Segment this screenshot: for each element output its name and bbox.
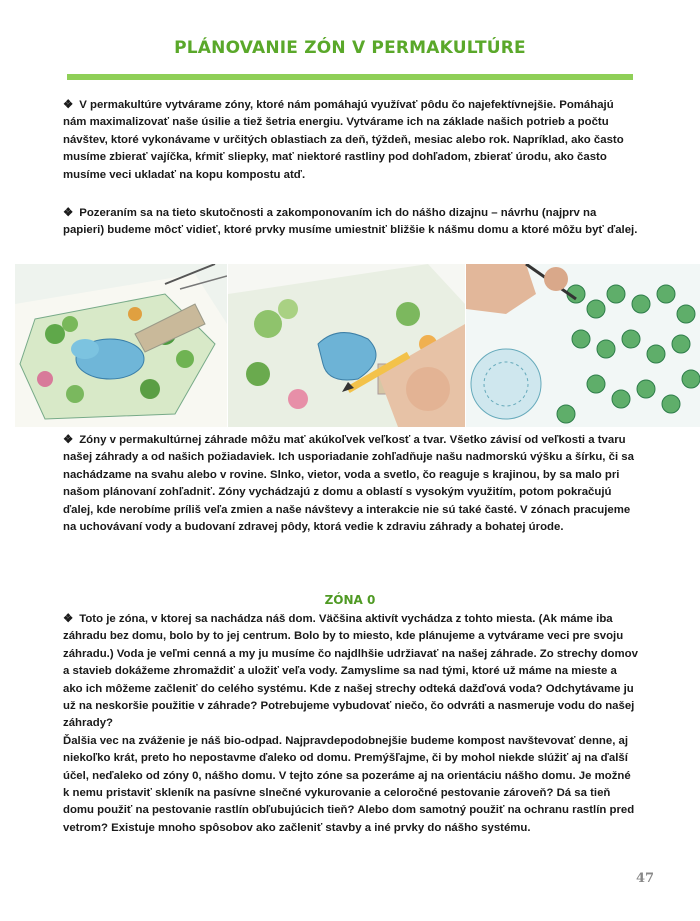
intro-paragraph <box>63 97 638 184</box>
zone-0-text-a: Toto je zóna, v ktorej sa nachádza náš dom. Väčšina aktivít vychádza z tohto miesta. (Ak máme iba záhradu bez domu, bolo by to jej centrum. Bolo by to miesto, kde plánujeme a vytvárame veci pre svoju záhradu.) Voda je veľmi cenná a my ju musíme čo najdlhšie udržiavať na našej záhrade. Zo strechy domov a stavieb dokážeme zhromaždiť a uložiť veľa vody. Zamyslime sa nad tými, ktoré už máme na mieste a ako ich môžeme začleniť do celého systému. Kde z našej strechy odteká dažďová voda? Odchytávame ju už na neskoršie použitie v záhrade? Potrebujeme vybudovať niečo, čo odvráti a nasmeruje vodu do našej záhrady? <box>63 613 638 730</box>
title-divider <box>67 74 633 80</box>
garden-plan-image-1 <box>15 264 227 427</box>
bullet-icon: ❖ <box>63 99 74 111</box>
bullet-icon: ❖ <box>63 434 74 446</box>
design-paragraph <box>63 205 638 240</box>
page-number: 47 <box>636 871 655 886</box>
page-title: PLÁNOVANIE ZÓN V PERMAKULTÚRE <box>174 38 526 58</box>
bullet-icon: ❖ <box>63 207 74 219</box>
intro-text: V permakultúre vytvárame zóny, ktoré nám pomáhajú využívať pôdu čo najefektívnejšie. Pomáhajú nám maximalizovať naše úsilie a tiež šetria energiu. Vytvárame ich na základe našich potrieb a počtu návštev, ktoré vykonávame v určitých oblastiach za deň, týždeň, mesiac alebo rok. Napríklad, ako často musíme zbierať vajíčka, kŕmiť sliepky, mať niektoré rastliny pod dohľadom, zbierať úrodu, ako často musíme veci ukladať na kopu kompostu atď. <box>63 99 624 181</box>
garden-plan-image-3 <box>466 264 700 427</box>
zones-text: Zóny v permakultúrnej záhrade môžu mať akúkoľvek veľkosť a tvar. Všetko závisí od veľkosti a tvaru našej záhrady a od našich požiadaviek. Ich usporiadanie zohľadňuje našu nadmorskú výšku a šírku, či sa nachádzame na svahu alebo v rovine. Slnko, vietor, voda a svetlo, čo reaguje s krajinou, by sa malo pri našom plánovaní zohľadniť. Zóny vychádzajú z domu a oblastí s vysokým využitím, potom pokračujú ďalej, kde nerobíme príliš veľa zmien a naše návštevy a interakcie nie sú také časté. V zónach pracujeme na uchovávaní vody a budovaní zdravej pôdy, ktorá vedie k zdraviu záhrady a bohatej úrode. <box>63 434 634 534</box>
design-text: Pozeraním sa na tieto skutočnosti a zakomponovaním ich do nášho dizajnu – návrhu (najprv na papieri) budeme môcť vidieť, ktoré prvky musíme umiestniť bližšie k nášmu domu a ktoré môžu byť ďalej. <box>63 207 638 237</box>
garden-plan-images <box>15 264 700 427</box>
zone-0-heading: ZÓNA 0 <box>324 593 376 607</box>
zone-0-text-b: Ďalšia vec na zváženie je náš bio-odpad. Najpravdepodobnejšie budeme kompost navštevovať denne, aj niekoľko krát, preto ho nepostavme ďaleko od domu. Premýšľajme, či by mohol niekde slúžiť aj na ďalší účel, neďaleko od zóny 0, nášho domu. V tejto zóne sa pozeráme aj na orientáciu nášho domu. Je možné k nemu pristaviť skleník na pasívne slnečné vykurovanie a celoročné pestovanie zároveň? Dá sa tieň domu použiť na pestovanie rastlín obľubujúcich tieň? Alebo dom samotný použiť na ochranu rastlín pred vetrom? Existuje mnoho spôsobov ako začleniť stavby a iné prvky do nášho systému. <box>63 734 635 834</box>
zone-0-paragraph <box>63 611 638 837</box>
zones-paragraph <box>63 432 638 536</box>
bullet-icon: ❖ <box>63 613 74 625</box>
garden-plan-image-2 <box>228 264 465 427</box>
